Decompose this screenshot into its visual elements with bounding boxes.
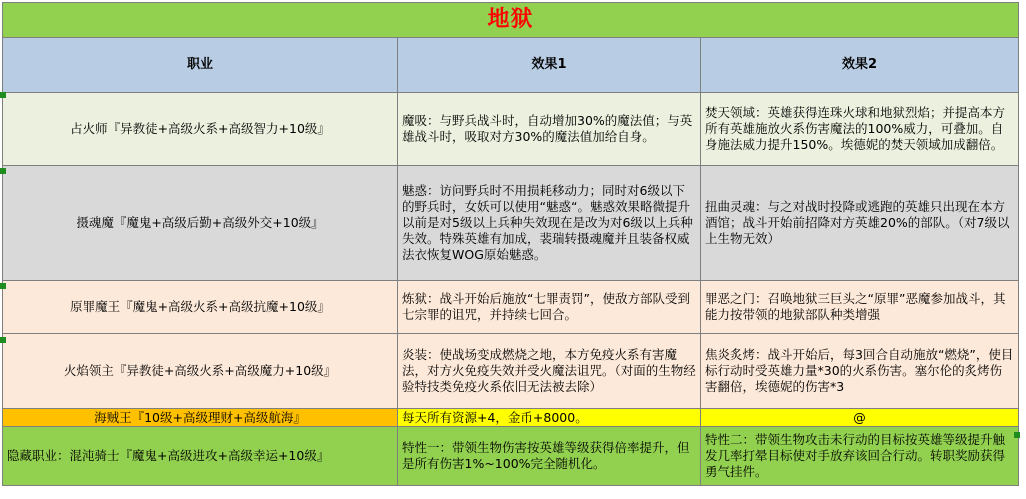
table-row: [3, 281, 1019, 334]
table-row: [3, 409, 1019, 427]
effect1-cell[interactable]: 魔吸：与野兵战斗时，自动增加30%的魔法值；与英雄战斗时，吸取对方30%的魔法值加给自身。: [398, 93, 701, 166]
effect2-cell[interactable]: 特性二：带领生物攻击未行动的目标按英雄等级提升触发几率打晕目标使对手放弃该回合行动。转职奖励获得勇气挂件。: [701, 427, 1019, 486]
job-cell[interactable]: 隐藏职业：混沌骑士『魔鬼+高级进攻+高级幸运+10级』: [3, 427, 398, 486]
effect2-cell[interactable]: 焦炎炙烤：战斗开始后，每3回合自动施放“燃烧”，使目标行动时受英雄力量*30的火系伤害。塞尔伦的炙烤伤害翻倍，埃德妮的伤害*3: [701, 334, 1019, 409]
header-effect1: 效果1: [398, 38, 701, 93]
effect1-cell[interactable]: 炎装：使战场变成燃烧之地，本方免疫火系有害魔法，对方火免疫失效并受火魔法诅咒。（对面的生物经验特技类免疫火系依旧无法被去除）: [398, 334, 701, 409]
comment-marker-icon: [0, 337, 6, 343]
table-row: [3, 93, 1019, 166]
comment-marker-icon: [0, 283, 6, 289]
sheet-title: 地狱: [3, 3, 1019, 38]
effect1-cell[interactable]: 炼狱：战斗开始后施放“七罪责罚”，使敌方部队受到七宗罪的诅咒，并持续七回合。: [398, 281, 701, 334]
table-row: [3, 166, 1019, 281]
effect2-cell[interactable]: 罪恶之门：召唤地狱三巨头之“原罪”恶魔参加战斗，其能力按带领的地狱部队种类增强: [701, 281, 1019, 334]
header-effect2: 效果2: [701, 38, 1019, 93]
comment-marker-icon: [1014, 432, 1020, 438]
effect2-cell[interactable]: 焚天领域：英雄获得连珠火球和地狱烈焰；并提高本方所有英雄施放火系伤害魔法的100%威力，可叠加。自身施法威力提升150%。埃德妮的焚天领域加成翻倍。: [701, 93, 1019, 166]
effect1-cell[interactable]: 魅惑：访问野兵时不用损耗移动力；同时对6级以下的野兵时，女妖可以使用“魅惑“。魅惑效果略微提升以前是对5级以上兵种失效现在是改为对6级以上兵种失效。特殊英雄有加成，裴瑞转摄魂魔并且装备权威法衣恢复WOG原始魅惑。: [398, 166, 701, 281]
effect2-cell[interactable]: 扭曲灵魂：与之对战时投降或逃跑的英雄只出现在本方酒馆；战斗开始前招降对方英雄20%的部队。（对7级以上生物无效）: [701, 166, 1019, 281]
job-cell[interactable]: 火焰领主『异教徒+高级火系+高级魔力+10级』: [3, 334, 398, 409]
effect1-cell[interactable]: 特性一：带领生物伤害按英雄等级获得倍率提升，但是所有伤害1%~100%完全随机化。: [398, 427, 701, 486]
comment-marker-icon: [0, 168, 6, 174]
job-cell[interactable]: 占火师『异教徒+高级火系+高级智力+10级』: [3, 93, 398, 166]
job-cell[interactable]: 摄魂魔『魔鬼+高级后勤+高级外交+10级』: [3, 166, 398, 281]
hell-class-table: [2, 2, 1019, 486]
table-row: [3, 427, 1019, 486]
effect1-cell[interactable]: 每天所有资源+4，金币+8000。: [398, 409, 701, 427]
job-cell[interactable]: 海贼王『10级+高级理财+高级航海』: [3, 409, 398, 427]
header-job: 职业: [3, 38, 398, 93]
effect2-cell[interactable]: @: [701, 409, 1019, 427]
comment-marker-icon: [0, 92, 6, 98]
job-cell[interactable]: 原罪魔王『魔鬼+高级火系+高级抗魔+10级』: [3, 281, 398, 334]
table-row: [3, 334, 1019, 409]
